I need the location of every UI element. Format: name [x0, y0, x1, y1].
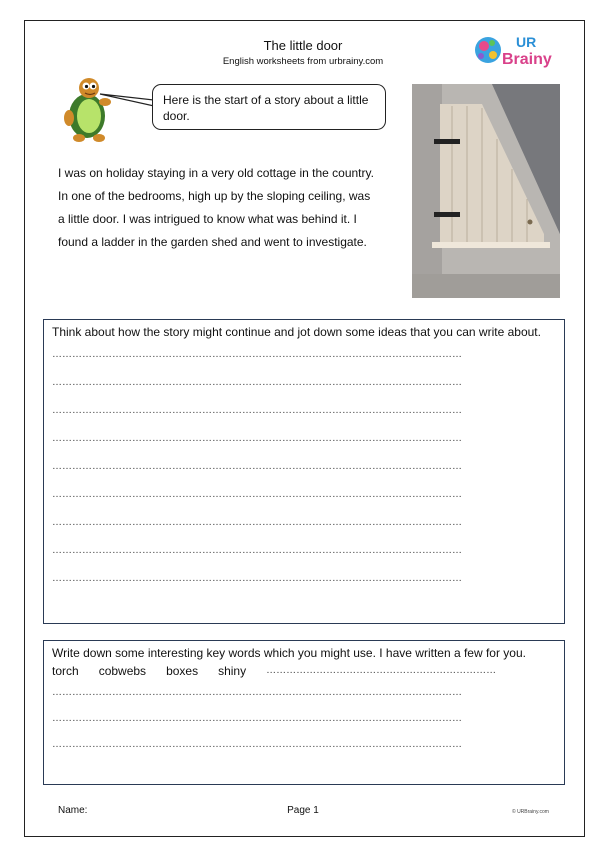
logo-text-brainy: Brainy: [502, 51, 552, 68]
ideas-box: [43, 319, 565, 624]
speech-pointer: [98, 88, 158, 108]
ideas-line-9[interactable]: ……………………………………………………………………………………………………………: [52, 573, 462, 584]
ideas-line-5[interactable]: ……………………………………………………………………………………………………………: [52, 461, 462, 472]
keyword: cobwebs: [98, 664, 147, 678]
ideas-line-7[interactable]: ……………………………………………………………………………………………………………: [52, 517, 462, 528]
keywords-line-3[interactable]: ……………………………………………………………………………………………………………: [52, 739, 462, 750]
ideas-line-6[interactable]: ……………………………………………………………………………………………………………: [52, 489, 462, 500]
keywords-prompt: Write down some interesting key words which you might use. I have written a few for you.: [52, 646, 526, 660]
keyword: boxes: [166, 664, 199, 678]
story-paragraph: I was on holiday staying in a very old cottage in the country. In one of the bedrooms, high up by the sloping ceiling, was a little door. I was intrigued to know what was behind it. I found a ladder in the garden shed and went to investigate.: [58, 166, 374, 249]
keywords-box: [43, 640, 565, 785]
page-subtitle: English worksheets from urbrainy.com: [222, 56, 384, 67]
little-door-photo: [412, 84, 560, 298]
copyright-text: © URBrainy.com: [512, 809, 549, 815]
logo-text-ur: UR: [516, 34, 537, 50]
page-title: The little door: [263, 38, 343, 53]
keywords-line-0[interactable]: ……………………………………………………………: [266, 665, 497, 676]
keywords-line-2[interactable]: ……………………………………………………………………………………………………………: [52, 713, 462, 724]
urbrainy-logo: [470, 30, 565, 70]
turtle-mascot-icon: [55, 72, 127, 144]
ideas-line-8[interactable]: ……………………………………………………………………………………………………………: [52, 545, 462, 556]
keyword: torch: [52, 664, 79, 678]
ideas-line-3[interactable]: ……………………………………………………………………………………………………………: [52, 405, 462, 416]
keyword: shiny: [218, 664, 247, 678]
ideas-line-2[interactable]: ……………………………………………………………………………………………………………: [52, 377, 462, 388]
keywords-line-1[interactable]: ……………………………………………………………………………………………………………: [52, 687, 462, 698]
ideas-line-4[interactable]: ……………………………………………………………………………………………………………: [52, 433, 462, 444]
keywords-row: [52, 662, 556, 680]
name-label: Name:: [58, 805, 88, 816]
ideas-prompt: Think about how the story might continue and jot down some ideas that you can write about.: [52, 325, 541, 339]
speech-bubble: Here is the start of a story about a little door.: [152, 84, 386, 130]
ideas-line-1[interactable]: ……………………………………………………………………………………………………………: [52, 349, 462, 360]
page-number: Page 1: [287, 805, 319, 816]
